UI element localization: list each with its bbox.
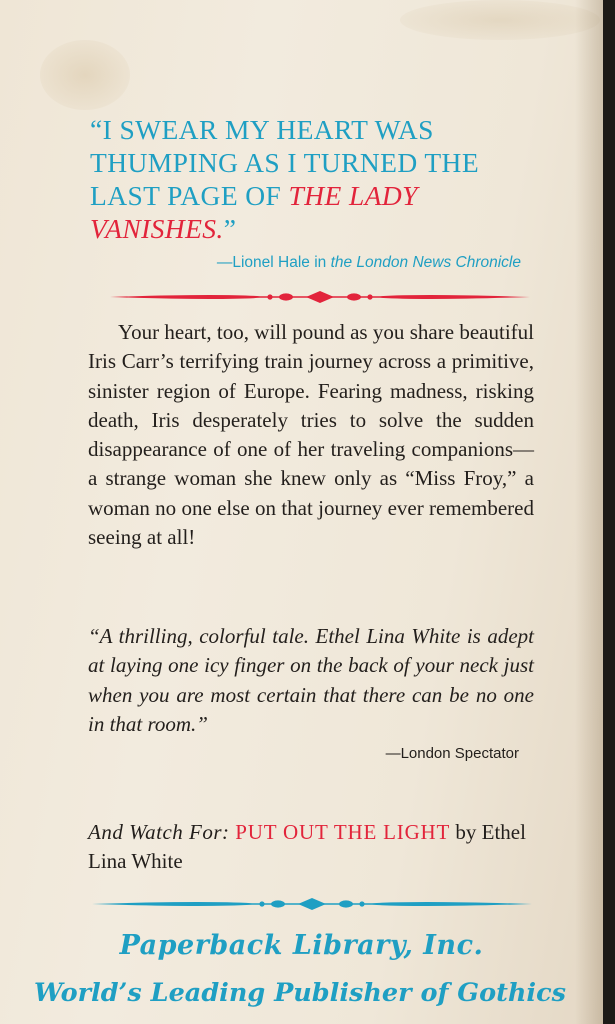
watch-for [88, 818, 538, 876]
red-ornament-divider [110, 288, 530, 306]
header-quote [90, 113, 520, 245]
blue-ornament-divider [92, 895, 532, 913]
header-quote-attribution [217, 254, 521, 272]
paper-stain [40, 40, 130, 110]
publisher-tagline: World’s Leading Publisher of Gothics [34, 978, 566, 1008]
header-quote-title: THE LADY VANISHES. [90, 180, 418, 244]
watch-for-lead: And Watch For: [88, 820, 236, 844]
blurb-paragraph: Your heart, too, will pound as you share beautiful Iris Carr’s terrifying train journey across a primitive, sinister region of Europe. Fearing madness, risking death, Iris desperately tries to solve the sudden disappearance of one of her traveling companions—a strange woman she knew only as “Miss Froy,” a woman no one else on that journey ever remembered seeing at all! [88, 320, 534, 550]
cover-edge-shadow [575, 0, 603, 1024]
watch-for-author: by Ethel Lina White [88, 820, 526, 873]
review-quote: “A thrilling, colorful tale. Ethel Lina White is adept at laying one icy finger on the back of your neck just when you are most certain that there can be no one in that room.” [88, 624, 534, 736]
paper-stain [400, 0, 600, 40]
attribution-source: the London News Chronicle [330, 254, 521, 271]
review-attribution: —London Spectator [385, 745, 519, 762]
watch-for-book-title: PUT OUT THE LIGHT [235, 820, 451, 844]
publisher-name: Paperback Library, Inc. [119, 930, 484, 961]
attribution-author: —Lionel Hale in [216, 254, 331, 271]
header-quote-text: “I SWEAR MY HEART WAS THUMPING AS I TURNED THE LAST PAGE OF [90, 114, 480, 211]
header-quote-close: ” [223, 213, 237, 244]
